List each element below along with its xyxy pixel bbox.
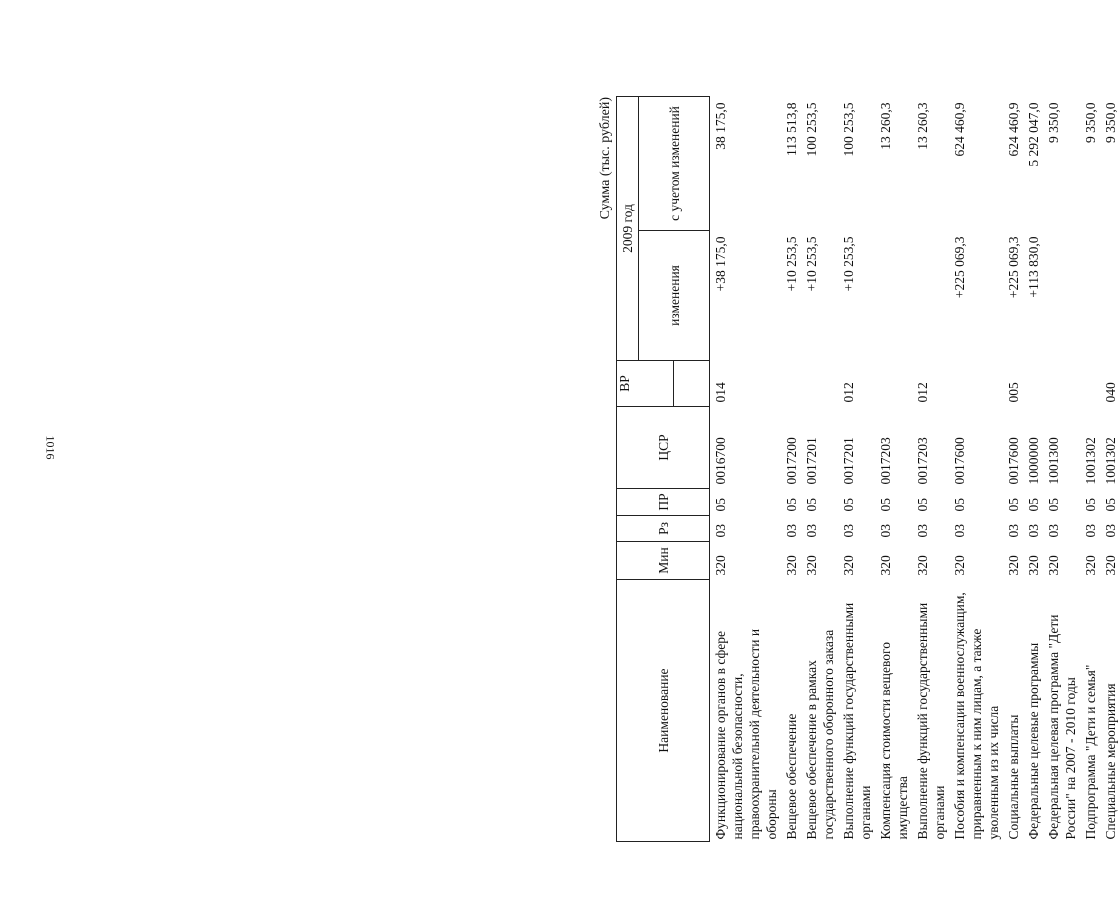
cell-name: Компенсация стоимости вещевого имущества xyxy=(878,642,910,840)
cell-min: 320 xyxy=(804,555,819,576)
cell-rz: 03 xyxy=(1046,524,1061,538)
unit-caption: Сумма (тыс. рублей) xyxy=(598,97,613,220)
cell-csr: 0017203 xyxy=(878,437,893,485)
cell-vr: 005 xyxy=(1006,382,1021,403)
cell-vr xyxy=(874,361,911,407)
budget-table xyxy=(616,96,1119,842)
cell-rz: 03 xyxy=(1083,524,1098,538)
cell-min: 320 xyxy=(1046,555,1061,576)
cell-change: +113 830,0 xyxy=(1026,236,1041,298)
cell-rz: 03 xyxy=(804,524,819,538)
cell-pr: 05 xyxy=(915,498,930,512)
cell-total: 624 460,9 xyxy=(952,102,967,157)
table-row xyxy=(710,97,781,842)
table-row xyxy=(1042,97,1079,842)
cell-change xyxy=(1042,231,1079,361)
cell-total: 100 253,5 xyxy=(841,102,856,157)
cell-total: 13 260,3 xyxy=(878,102,893,150)
cell-name: Подпрограмма "Дети и семья" xyxy=(1083,664,1098,840)
cell-name: Выполнение функций государственными органами xyxy=(915,602,947,840)
cell-name: Пособия и компенсации военнослужащим, приравненным к ним лицам, а также уволенным из их числа xyxy=(952,592,1001,840)
cell-rz: 03 xyxy=(915,524,930,538)
cell-vr xyxy=(1042,361,1079,407)
cell-min: 320 xyxy=(878,555,893,576)
cell-csr: 0017201 xyxy=(841,437,856,485)
cell-vr: 012 xyxy=(915,382,930,403)
cell-vr: 014 xyxy=(713,382,728,403)
header-vr: ВР xyxy=(617,361,674,407)
cell-csr: 1000000 xyxy=(1026,437,1041,485)
table-row xyxy=(780,97,800,842)
cell-min: 320 xyxy=(1006,555,1021,576)
cell-rz: 03 xyxy=(1103,524,1118,538)
header-csr: ЦСР xyxy=(617,407,710,489)
cell-vr xyxy=(1079,361,1099,407)
header-name: Наименование xyxy=(617,580,710,842)
cell-pr: 05 xyxy=(804,498,819,512)
cell-vr xyxy=(948,361,1002,407)
cell-total: 9 350,0 xyxy=(1103,102,1118,143)
table-row xyxy=(911,97,948,842)
cell-min: 320 xyxy=(1083,555,1098,576)
cell-total: 5 292 047,0 xyxy=(1026,102,1041,167)
cell-name: Выполнение функций государственными органами xyxy=(841,602,873,840)
table-row xyxy=(1022,97,1042,842)
cell-total: 9 350,0 xyxy=(1083,102,1098,143)
table-row xyxy=(800,97,837,842)
cell-total: 113 513,8 xyxy=(784,102,799,156)
cell-name: Специальные мероприятия xyxy=(1103,683,1118,840)
cell-name: Вещевое обеспечение в рамках государственного оборонного заказа xyxy=(804,629,836,840)
cell-csr: 0017201 xyxy=(804,437,819,485)
cell-min: 320 xyxy=(784,555,799,576)
cell-rz: 03 xyxy=(1026,524,1041,538)
table-row xyxy=(1099,97,1119,842)
header-vr-blank xyxy=(674,361,710,407)
cell-rz: 03 xyxy=(1006,524,1021,538)
cell-csr: 1001302 xyxy=(1103,437,1118,485)
cell-total: 100 253,5 xyxy=(804,102,819,157)
header-year: 2009 год xyxy=(617,97,639,361)
cell-csr: 0017200 xyxy=(784,437,799,485)
cell-change: +10 253,5 xyxy=(784,236,799,292)
cell-pr: 05 xyxy=(1006,498,1021,512)
header-pr: ПР xyxy=(617,489,710,516)
cell-vr: 012 xyxy=(841,382,856,403)
table-row xyxy=(874,97,911,842)
cell-vr xyxy=(800,361,837,407)
cell-total: 13 260,3 xyxy=(915,102,930,150)
cell-min: 320 xyxy=(841,555,856,576)
cell-change: +10 253,5 xyxy=(841,236,856,292)
cell-pr: 05 xyxy=(1026,498,1041,512)
cell-name: Вещевое обеспечение xyxy=(784,713,799,840)
cell-csr: 1001302 xyxy=(1083,437,1098,485)
cell-vr: 040 xyxy=(1103,382,1118,403)
cell-change: +225 069,3 xyxy=(952,236,967,299)
table-row xyxy=(1002,97,1022,842)
cell-csr: 0017203 xyxy=(915,437,930,485)
cell-rz: 03 xyxy=(952,524,967,538)
cell-csr: 0016700 xyxy=(713,437,728,485)
cell-rz: 03 xyxy=(878,524,893,538)
cell-min: 320 xyxy=(713,555,728,576)
cell-total: 38 175,0 xyxy=(713,102,728,150)
header-changes: изменения xyxy=(639,231,710,361)
cell-pr: 05 xyxy=(1083,498,1098,512)
cell-csr: 0017600 xyxy=(1006,437,1021,485)
header-rz: Рз xyxy=(617,516,710,542)
cell-csr: 1001300 xyxy=(1046,437,1061,485)
cell-csr: 0017600 xyxy=(952,437,967,485)
table-row xyxy=(837,97,874,842)
cell-change xyxy=(911,231,948,361)
cell-change xyxy=(874,231,911,361)
cell-min: 320 xyxy=(1026,555,1041,576)
cell-pr: 05 xyxy=(841,498,856,512)
cell-change: +225 069,3 xyxy=(1006,236,1021,299)
table-row xyxy=(1079,97,1099,842)
header-min: Мин xyxy=(617,542,710,580)
cell-change xyxy=(1099,231,1119,361)
page-number: 1016 xyxy=(43,435,58,460)
cell-min: 320 xyxy=(1103,555,1118,576)
cell-rz: 03 xyxy=(784,524,799,538)
cell-total: 624 460,9 xyxy=(1006,102,1021,157)
cell-pr: 05 xyxy=(1046,498,1061,512)
table-header xyxy=(617,97,710,842)
cell-name: Функционирование органов в сфере национальной безопасности, правоохранительной деятельности и обороны xyxy=(713,628,779,840)
header-with-changes: с учетом изменений xyxy=(639,97,710,231)
cell-rz: 03 xyxy=(841,524,856,538)
cell-name: Федеральная целевая программа "Дети России" на 2007 - 2010 годы xyxy=(1046,614,1078,840)
cell-pr: 05 xyxy=(784,498,799,512)
cell-total: 9 350,0 xyxy=(1046,102,1061,143)
cell-change: +10 253,5 xyxy=(804,236,819,292)
rotated-page-content xyxy=(598,97,1118,842)
table-row xyxy=(948,97,1002,842)
cell-min: 320 xyxy=(915,555,930,576)
cell-rz: 03 xyxy=(713,524,728,538)
cell-name: Федеральные целевые программы xyxy=(1026,642,1041,840)
cell-vr xyxy=(780,361,800,407)
cell-pr: 05 xyxy=(878,498,893,512)
cell-change xyxy=(1079,231,1099,361)
cell-pr: 05 xyxy=(952,498,967,512)
cell-name: Социальные выплаты xyxy=(1006,714,1021,840)
cell-pr: 05 xyxy=(713,498,728,512)
table-body xyxy=(710,97,1119,842)
cell-min: 320 xyxy=(952,555,967,576)
cell-vr xyxy=(1022,361,1042,407)
cell-change: +38 175,0 xyxy=(713,236,728,292)
cell-pr: 05 xyxy=(1103,498,1118,512)
